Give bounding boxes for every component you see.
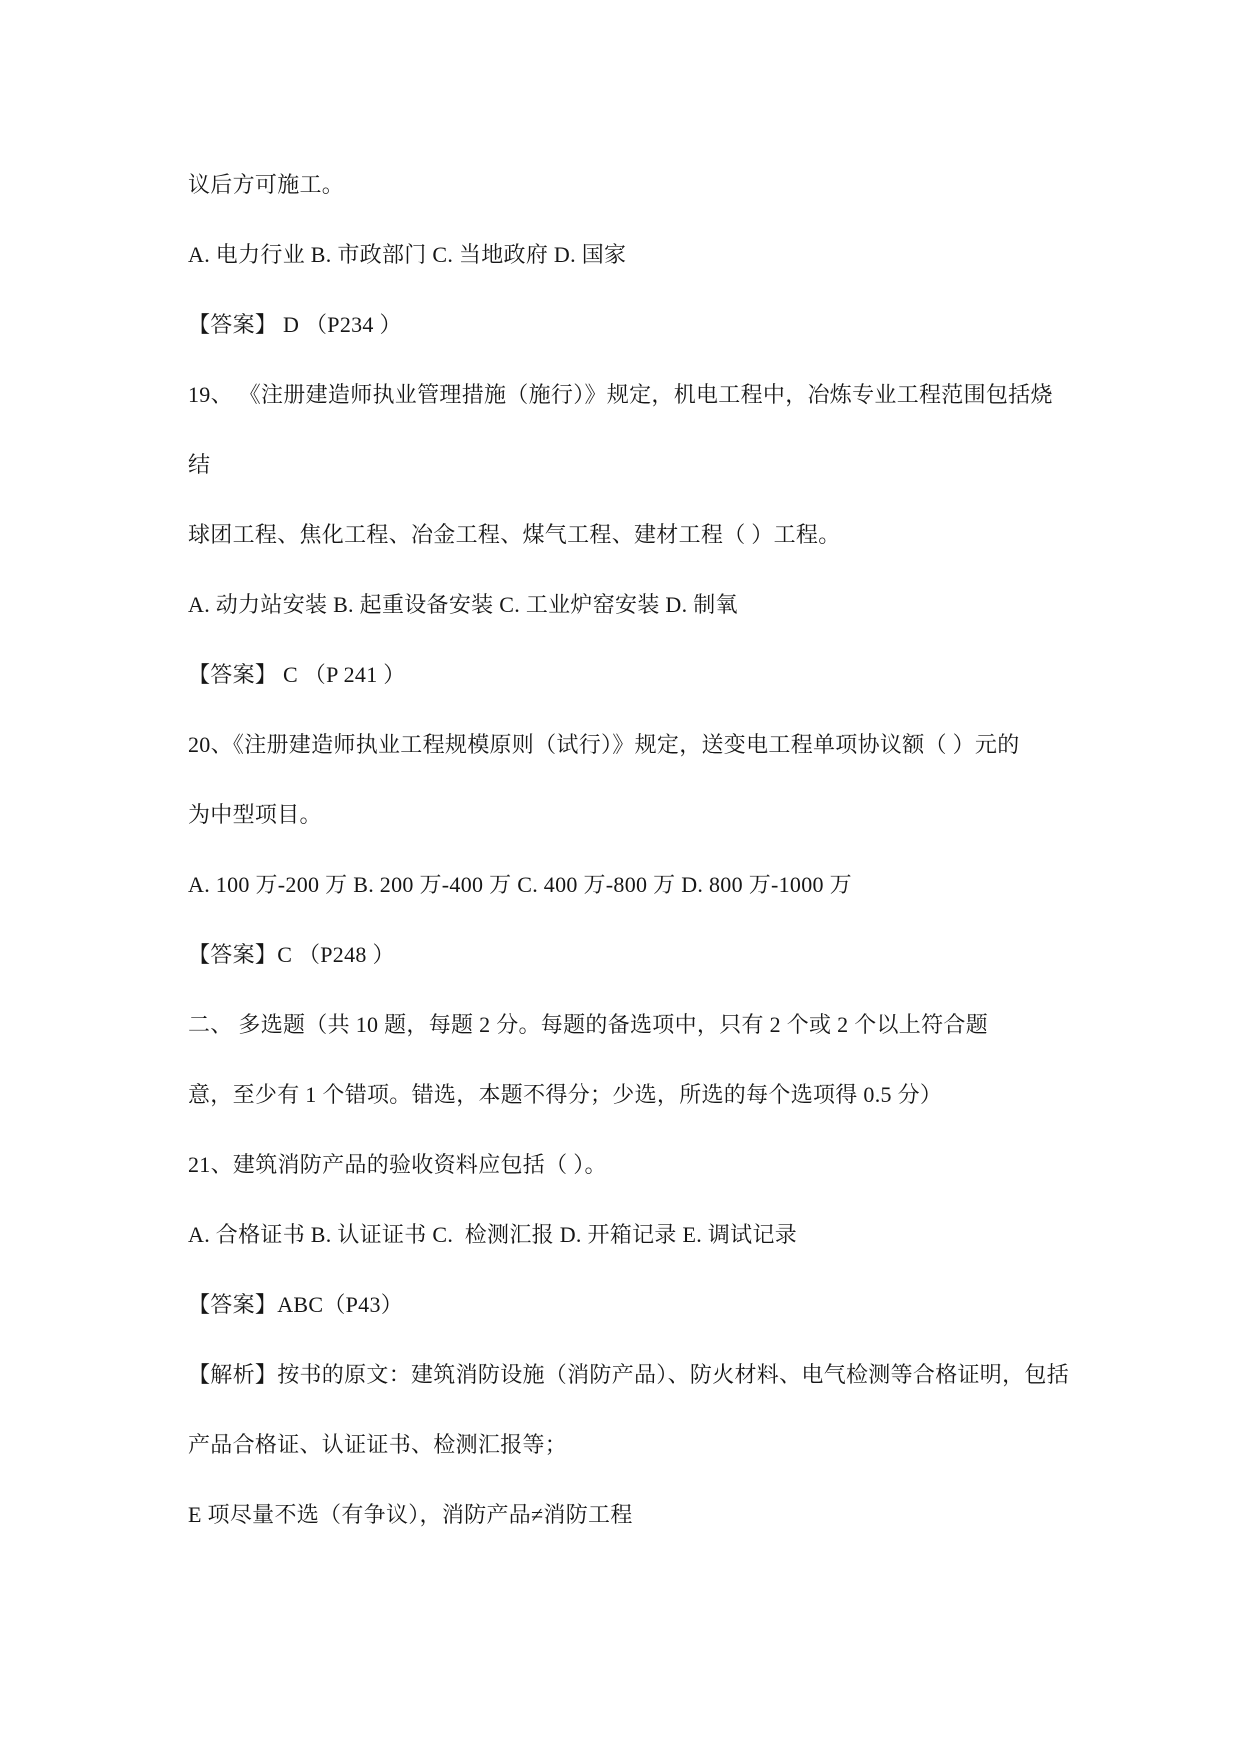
line-q21-answer: 【答案】ABC（P43）	[188, 1292, 404, 1317]
line-q21-analysis-1: 【解析】按书的原文：建筑消防设施（消防产品）、防火材料、电气检测等合格证明，包括	[188, 1362, 1070, 1387]
line-section2-header-1: 二、 多选题（共 10 题，每题 2 分。每题的备选项中，只有 2 个或 2 个以上符合题	[188, 1012, 989, 1037]
line-q20-stem-2: 为中型项目。	[188, 802, 322, 827]
line-q21-analysis-3: E 项尽量不选（有争议），消防产品≠消防工程	[188, 1502, 633, 1527]
line-q21-analysis-2: 产品合格证、认证证书、检测汇报等；	[188, 1432, 568, 1457]
line-q19-stem-1: 19、 《注册建造师执业管理措施（施行）》规定，机电工程中，冶炼专业工程范围包括烧	[188, 382, 1053, 407]
line-q21-options: A. 合格证书 B. 认证证书 C. 检测汇报 D. 开箱记录 E. 调试记录	[188, 1222, 798, 1247]
line-section2-header-2: 意，至少有 1 个错项。错选，本题不得分；少选，所选的每个选项得 0.5 分）	[188, 1082, 943, 1107]
line-q18-answer: 【答案】 D （P234 ）	[188, 312, 402, 337]
line-q20-answer: 【答案】C （P248 ）	[188, 942, 395, 967]
line-q21-stem: 21、建筑消防产品的验收资料应包括（ ）。	[188, 1152, 607, 1177]
line-q20-options: A. 100 万-200 万 B. 200 万-400 万 C. 400 万-800 万 D. 800 万-1000 万	[188, 872, 852, 897]
document-text-block	[188, 150, 1188, 1550]
line-q19-stem-3: 球团工程、焦化工程、冶金工程、煤气工程、建材工程（ ）工程。	[188, 522, 841, 547]
line-q19-options: A. 动力站安装 B. 起重设备安装 C. 工业炉窑安装 D. 制氧	[188, 592, 738, 617]
line-q20-stem-1: 20、《注册建造师执业工程规模原则（试行）》规定，送变电工程单项协议额（ ）元的	[188, 732, 1020, 757]
line-q19-stem-2: 结	[188, 452, 211, 477]
line-q18-stem-continuation: 议后方可施工。	[188, 172, 345, 197]
line-q19-answer: 【答案】 C （P 241 ）	[188, 662, 406, 687]
line-q18-options: A. 电力行业 B. 市政部门 C. 当地政府 D. 国家	[188, 242, 627, 267]
